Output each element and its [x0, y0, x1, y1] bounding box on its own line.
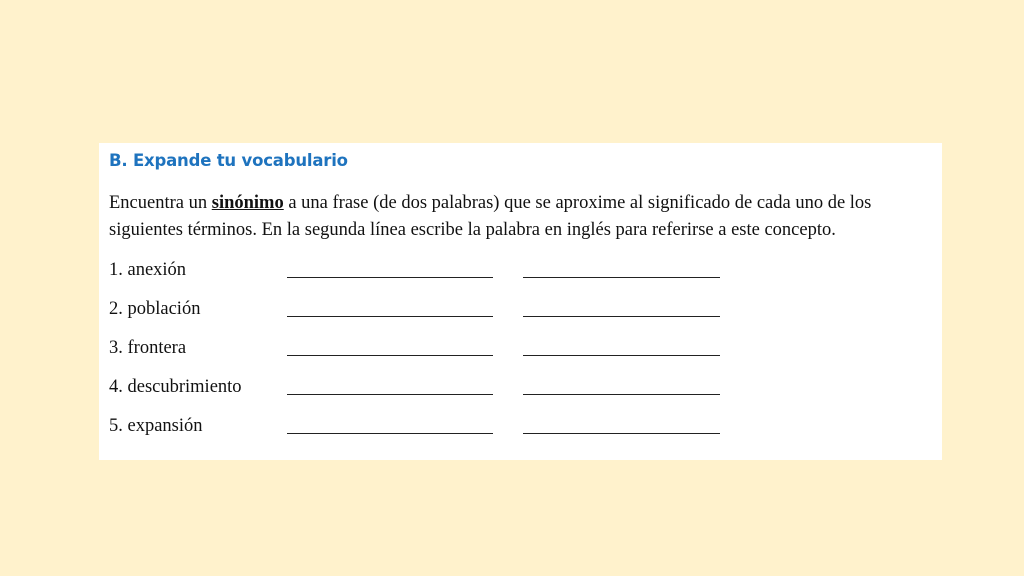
- term-label: 5. expansión: [109, 416, 203, 436]
- term-row: [109, 414, 929, 438]
- term-label: 4. descubrimiento: [109, 377, 242, 397]
- term-row: [109, 336, 929, 360]
- term-label: 3. frontera: [109, 338, 187, 358]
- term-row: [109, 258, 929, 282]
- synonym-blank[interactable]: [287, 355, 493, 356]
- english-blank[interactable]: [523, 277, 720, 278]
- term-label: 2. población: [109, 299, 201, 319]
- english-blank[interactable]: [523, 394, 720, 395]
- section-title: B. Expande tu vocabulario: [109, 151, 348, 170]
- synonym-blank[interactable]: [287, 316, 493, 317]
- synonym-blank[interactable]: [287, 394, 493, 395]
- english-blank[interactable]: [523, 316, 720, 317]
- term-row: [109, 375, 929, 399]
- english-blank[interactable]: [523, 355, 720, 356]
- worksheet-panel: [99, 143, 942, 460]
- synonym-blank[interactable]: [287, 277, 493, 278]
- term-row: [109, 297, 929, 321]
- instructions-part1: Encuentra un: [109, 193, 212, 213]
- term-label: 1. anexión: [109, 260, 187, 280]
- synonym-blank[interactable]: [287, 433, 493, 434]
- instructions-text: [109, 190, 931, 244]
- english-blank[interactable]: [523, 433, 720, 434]
- instructions-part2: a una frase (de dos palabras) que se aproxime al significado de cada uno de los siguientes términos. En la segunda línea escribe la palabra en inglés para referirse a este concepto.: [109, 193, 872, 240]
- instructions-emphasis: sinónimo: [211, 193, 284, 213]
